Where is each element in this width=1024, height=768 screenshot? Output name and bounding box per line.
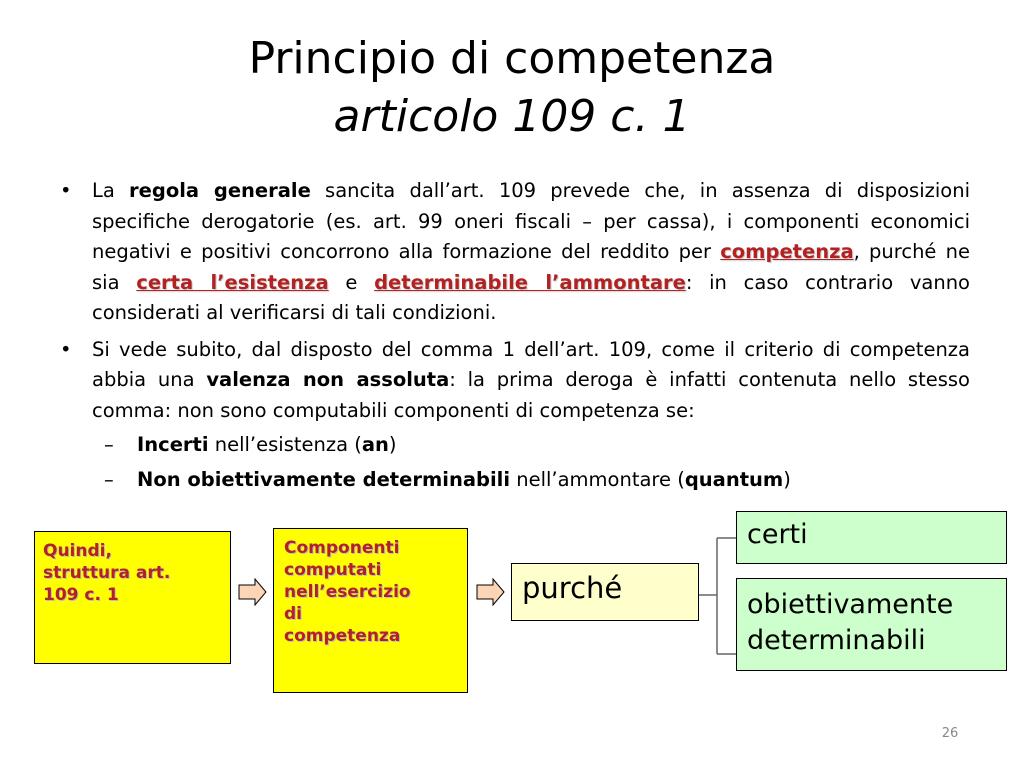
bold-term: valenza non assoluta [206, 368, 450, 391]
highlighted-term: determinabile l’ammontare [374, 270, 686, 294]
certain-box: certi [736, 511, 1007, 564]
sub-bullet-1 [60, 430, 970, 461]
right-arrow-icon [238, 578, 268, 606]
sub-bullet-2 [60, 465, 970, 496]
slide-title: Principio di competenza [248, 33, 776, 84]
determinable-box [736, 578, 1007, 671]
box-line: competenza [284, 626, 401, 646]
text-run: ) [783, 467, 791, 491]
bullet-paragraph-2 [60, 335, 970, 427]
box-line: Componenti [284, 538, 400, 558]
box-line: 109 c. 1 [43, 585, 119, 605]
text-run: Si vede subito, dal disposto del comma 1 dell’art. 109, come il criterio di competenza abbia una [92, 337, 970, 391]
slide-body [60, 176, 970, 495]
text-run: e [328, 270, 375, 294]
components-box [273, 528, 468, 693]
text-run: sancita dall’art. 109 prevede che, in assenza di disposizioni specifiche derogatorie (es. art. 99 oneri fiscali – per cassa), i componenti economici negativi e positivi concorrono alla formazione del reddito per [92, 179, 970, 263]
condition-box: purché [511, 563, 699, 621]
bold-term: Non obiettivamente determinabili [137, 467, 511, 491]
text-run: : la prima deroga è infatti contenuta nello stesso comma: non sono computabili componenti di competenza se: [92, 368, 970, 422]
bracket-connector [699, 520, 737, 670]
bullet-icon: • [60, 337, 72, 361]
bold-term: Incerti [137, 433, 209, 456]
box-line: struttura art. [43, 563, 171, 583]
box-line: nell’esercizio [284, 582, 411, 602]
text-run: La [92, 179, 130, 202]
box-line: Quindi, [43, 541, 112, 561]
text-run: , purché ne sia [92, 240, 970, 294]
bullet-icon: • [60, 179, 72, 202]
text-run: ) [388, 433, 397, 456]
bullet-paragraph-1 [60, 176, 970, 329]
text-run: nell’esistenza ( [208, 433, 362, 456]
slide-title-block [0, 30, 1024, 146]
bold-term: regola generale [129, 179, 311, 202]
highlighted-term: competenza [720, 240, 854, 263]
text-run: : in caso contrario vanno considerati al verificarsi di tali condizioni. [92, 270, 970, 324]
bold-term: quantum [684, 467, 784, 491]
box-line: computati [284, 560, 382, 580]
box-line: obiettivamente [747, 589, 954, 620]
page-number: 26 [941, 726, 959, 741]
box-line: determinabili [747, 625, 926, 656]
dash-icon: – [104, 433, 114, 456]
box-line: di [284, 604, 302, 624]
structure-box [34, 531, 231, 664]
right-arrow-icon [476, 578, 506, 606]
highlighted-term: certa l’esistenza [136, 270, 329, 294]
dash-icon: – [104, 467, 114, 491]
text-run: nell’ammontare ( [510, 467, 685, 491]
slide-subtitle: articolo 109 c. 1 [333, 91, 691, 142]
bold-term: an [361, 433, 389, 456]
